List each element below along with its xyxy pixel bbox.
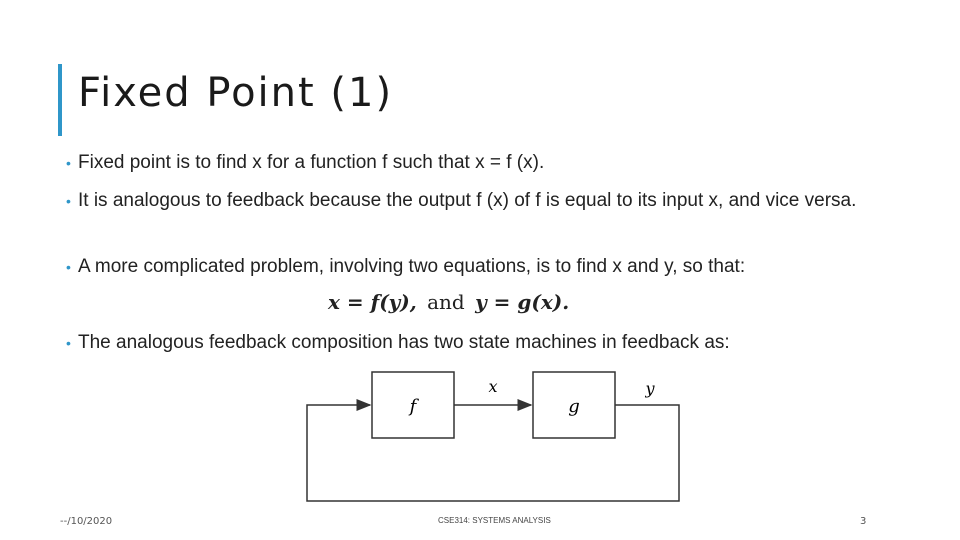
- equation-connector: and: [427, 290, 465, 314]
- equation-part-1: x = f(y),: [328, 290, 417, 314]
- block-f-label: f: [409, 396, 417, 417]
- feedback-loop-line: [307, 405, 679, 501]
- bullet-dot-icon: •: [66, 155, 71, 171]
- bullet-text: A more complicated problem, involving two equations, is to find x and y, so that:: [78, 256, 746, 277]
- signal-x-label: x: [488, 377, 498, 396]
- slide-title: Fixed Point (1): [78, 70, 394, 116]
- footer-course: CSE314: SYSTEMS ANALYSIS: [438, 516, 551, 525]
- bullet-dot-icon: •: [66, 193, 71, 209]
- footer-page-number: 3: [860, 516, 867, 527]
- bullet-text: It is analogous to feedback because the output f (x) of f is equal to its input x, and vice versa.: [78, 190, 857, 211]
- title-accent-bar: [58, 64, 62, 136]
- bullet-dot-icon: •: [66, 335, 71, 351]
- bullet-dot-icon: •: [66, 259, 71, 275]
- signal-y-label: y: [645, 379, 655, 398]
- feedback-diagram: [300, 366, 690, 506]
- bullet-text: Fixed point is to find x for a function f such that x = f (x).: [78, 152, 545, 173]
- equation-part-2: y = g(x).: [475, 290, 570, 314]
- equation: [328, 290, 569, 314]
- block-g-label: g: [568, 396, 580, 417]
- bullet-text: The analogous feedback composition has two state machines in feedback as:: [78, 332, 730, 353]
- footer-date: --/10/2020: [60, 516, 113, 527]
